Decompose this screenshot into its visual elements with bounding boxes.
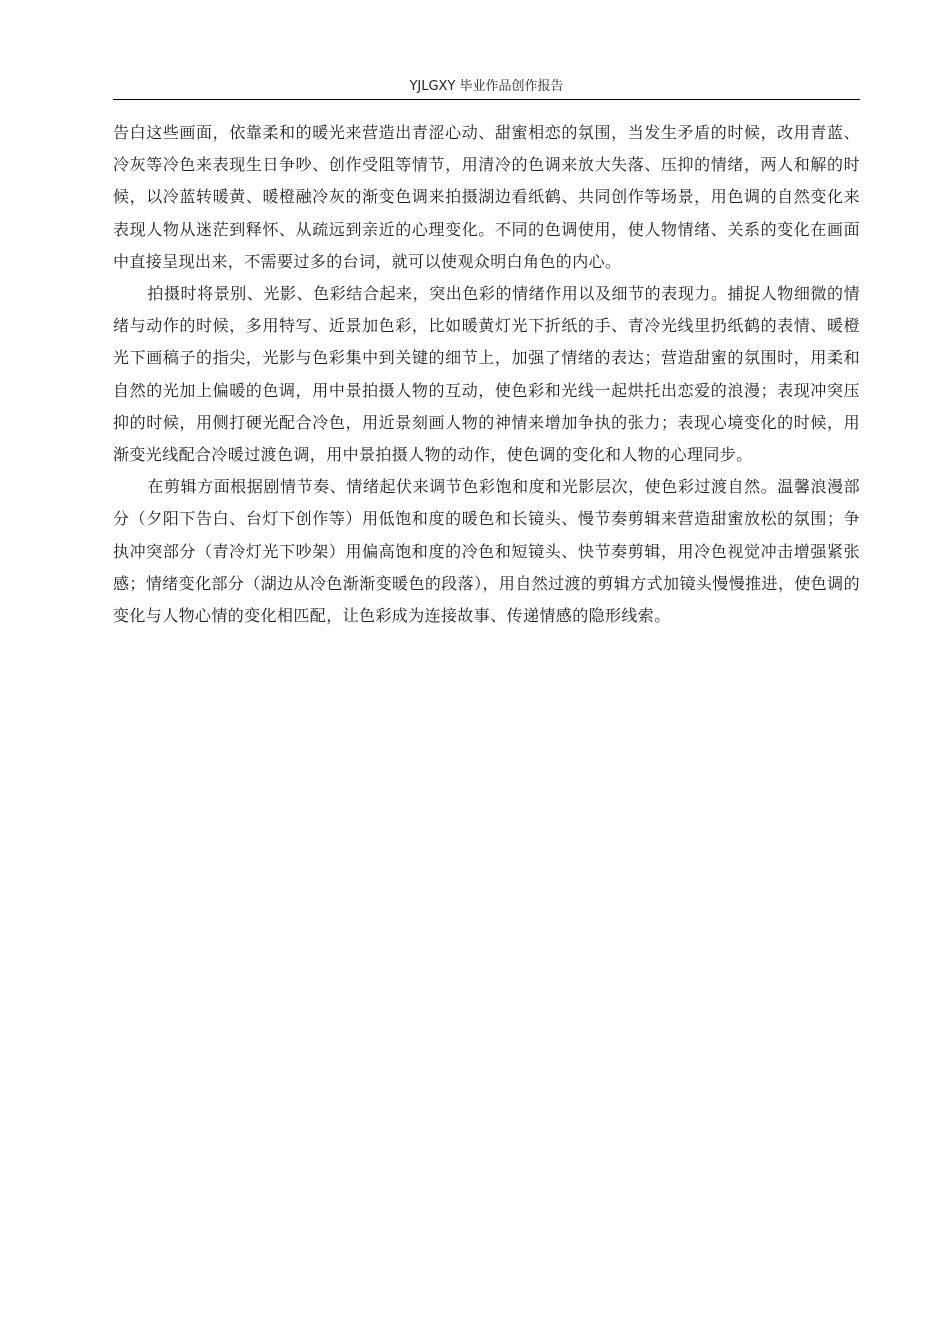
paragraph-editing: 在剪辑方面根据剧情节奏、情绪起伏来调节色彩饱和度和光影层次，使色彩过渡自然。温馨浪漫部分（夕阳下告白、台灯下创作等）用低饱和度的暖色和长镜头、慢节奏剪辑来营造甜蜜放松的氛围；争执冲突部分（青冷灯光下吵架）用偏高饱和度的冷色和短镜头、快节奏剪辑，用冷色视觉冲击增强紧张感；情绪变化部分（湖边从冷色渐渐变暖色的段落），用自然过渡的剪辑方式加镜头慢慢推进，使色调的变化与人物心情的变化相匹配，让色彩成为连接故事、传递情感的隐形线索。 [113, 477, 860, 626]
document-body [113, 117, 860, 632]
page-header-title: YJLGXY 毕业作品创作报告 [409, 79, 564, 94]
header-divider [113, 99, 860, 100]
paragraph-shooting: 拍摄时将景别、光影、色彩结合起来，突出色彩的情绪作用以及细节的表现力。捕捉人物细微的情绪与动作的时候，多用特写、近景加色彩，比如暖黄灯光下折纸的手、青冷光线里扔纸鹤的表情、暖橙光下画稿子的指尖，光影与色彩集中到关键的细节上，加强了情绪的表达；营造甜蜜的氛围时，用柔和自然的光加上偏暖的色调，用中景拍摄人物的互动，使色彩和光线一起烘托出恋爱的浪漫；表现冲突压抑的时候，用侧打硬光配合冷色，用近景刻画人物的神情来增加争执的张力；表现心境变化的时候，用渐变光线配合冷暖过渡色调，用中景拍摄人物的动作，使色调的变化和人物的心理同步。 [113, 284, 860, 465]
paragraph-continued: 告白这些画面，依靠柔和的暖光来营造出青涩心动、甜蜜相恋的氛围，当发生矛盾的时候，改用青蓝、冷灰等冷色来表现生日争吵、创作受阻等情节，用清冷的色调来放大失落、压抑的情绪，两人和解的时候，以冷蓝转暖黄、暖橙融冷灰的渐变色调来拍摄湖边看纸鹤、共同创作等场景，用色调的自然变化来表现人物从迷茫到释怀、从疏远到亲近的心理变化。不同的色调使用，使人物情绪、关系的变化在画面中直接呈现出来，不需要过多的台词，就可以使观众明白角色的内心。 [113, 123, 860, 271]
